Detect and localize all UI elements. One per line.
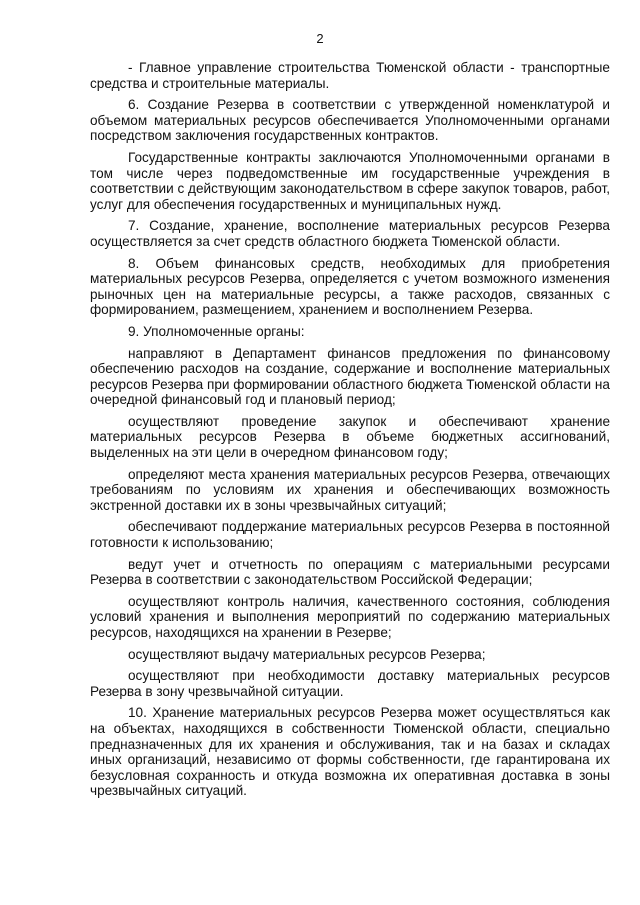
page-number: 2 [316,31,324,46]
paragraph: 10. Хранение материальных ресурсов Резерва может осуществляться как на объектах, находящихся в собственности Тюменской области, специально предназначенных для их хранения и обслуживания, так и на базах и складах иных организаций, независимо от формы собственности, где гарантирована их безусловная сохранность и откуда возможна их оперативная доставка в зоны чрезвычайных ситуаций. [90,705,610,799]
paragraph: 7. Создание, хранение, восполнение материальных ресурсов Резерва осуществляется за счет средств областного бюджета Тюменской области. [90,218,610,249]
paragraph: направляют в Департамент финансов предложения по финансовому обеспечению расходов на создание, содержание и восполнение материальных ресурсов Резерва при формировании областного бюджета Тюменской области на очередной финансовый год и плановый период; [90,345,610,408]
paragraph: осуществляют при необходимости доставку материальных ресурсов Резерва в зону чрезвычайной ситуации. [90,668,610,699]
paragraph: ведут учет и отчетность по операциям с материальными ресурсами Резерва в соответствии с законодательством Российской Федерации; [90,556,610,588]
paragraph: обеспечивают поддержание материальных ресурсов Резерва в постоянной готовности к использованию; [90,519,610,551]
paragraph: определяют места хранения материальных ресурсов Резерва, отвечающих требованиям по условиям их хранения и обеспечивающих возможность экстренной доставки их в зоны чрезвычайных ситуаций; [90,466,610,513]
document-body [90,60,610,805]
paragraph: - Главное управление строительства Тюменской области - транспортные средства и строительные материалы. [90,60,610,91]
paragraph: осуществляют проведение закупок и обеспечивают хранение материальных ресурсов Резерва в объеме бюджетных ассигнований, выделенных на эти цели в очередном финансовом году; [90,413,610,461]
paragraph: 8. Объем финансовых средств, необходимых для приобретения материальных ресурсов Резерва, определяется с учетом возможного изменения рыночных цен на материальные ресурсы, а также расходов, связанных с формированием, размещением, хранением и восполнением Резерва. [90,255,610,318]
paragraph: 6. Создание Резерва в соответствии с утвержденной номенклатурой и объемом материальных ресурсов обеспечивается Уполномоченными органами посредством заключения государственных контрактов. [90,97,610,144]
paragraph: Государственные контракты заключаются Уполномоченными органами в том числе через подведомственные им государственные учреждения в соответствии с действующим законодательством в сфере закупок товаров, работ, услуг для обеспечения государственных и муниципальных нужд. [90,149,610,212]
paragraph: осуществляют выдачу материальных ресурсов Резерва; [128,646,486,662]
paragraph: осуществляют контроль наличия, качественного состояния, соблюдения условий хранения и выполнения мероприятий по содержанию материальных ресурсов, находящихся на хранении в Резерве; [90,593,610,640]
paragraph: 9. Уполномоченные органы: [128,323,305,339]
